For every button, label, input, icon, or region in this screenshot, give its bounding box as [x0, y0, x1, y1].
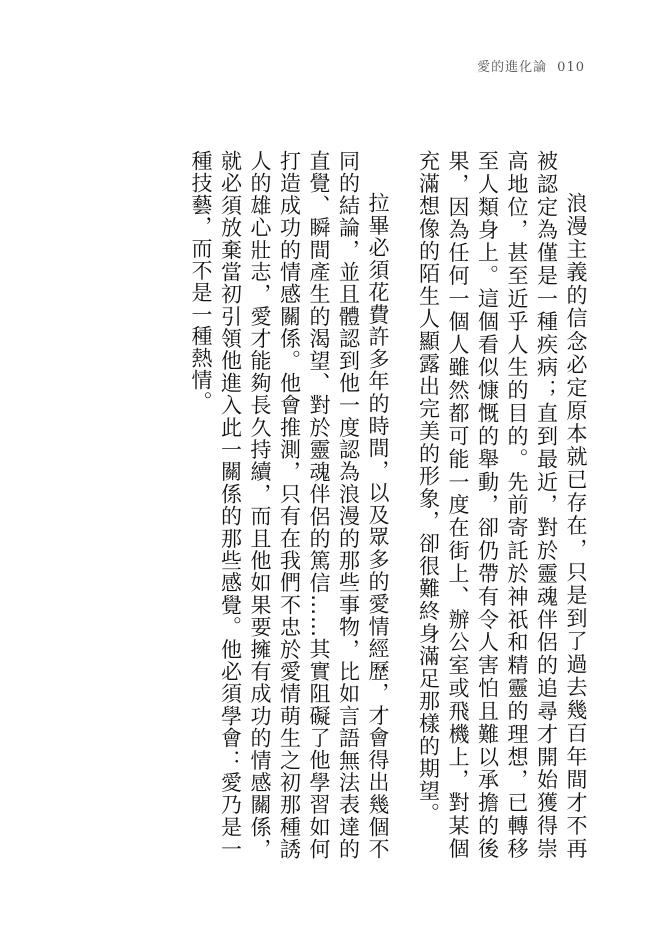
running-header: [477, 56, 585, 75]
paragraph-1: 浪漫主義的信念必定原本就已存在，只是到了過去幾百年間才不再被認定為僅是一種疾病；直到最近，對於靈魂伴侶的追尋才開始獲得崇高地位，甚至近乎人生的目的。先前寄託於神祇和精靈的理想，已轉移至人類身上。這個看似慷慨的舉動，卻仍帶有令人害怕且難以承擔的後果，因為任何一個人雖然都可能一度在街上、辦公室或飛機上，對某個充滿想像的陌生人顯露出完美的形象，卻很難終身滿足那樣的期望。: [416, 150, 588, 860]
book-title: 愛的進化論: [477, 60, 548, 75]
vertical-body-text: [170, 150, 590, 860]
paragraph-2: 拉畢必須花費許多年的時間，以及眾多的愛情經歷，才會得出幾個不同的結論，並且體認到他一度認為浪漫的那些事物，比如言語無法表達的直覺、瞬間產生的渴望、對於靈魂伴侶的篤信……其實阻礙了他學習如何打造成功的情感關係。他會推測，只有在我們不忠於愛情萌生之初那種誘人的雄心壯志，愛才能夠長久持續，而且他如果要擁有成功的情感關係，就必須放棄當初引領他進入此一關係的那些感覺。他必須學會：愛乃是一種技藝，而不是一種熱情。: [189, 150, 390, 860]
page-number: 010: [557, 60, 585, 75]
